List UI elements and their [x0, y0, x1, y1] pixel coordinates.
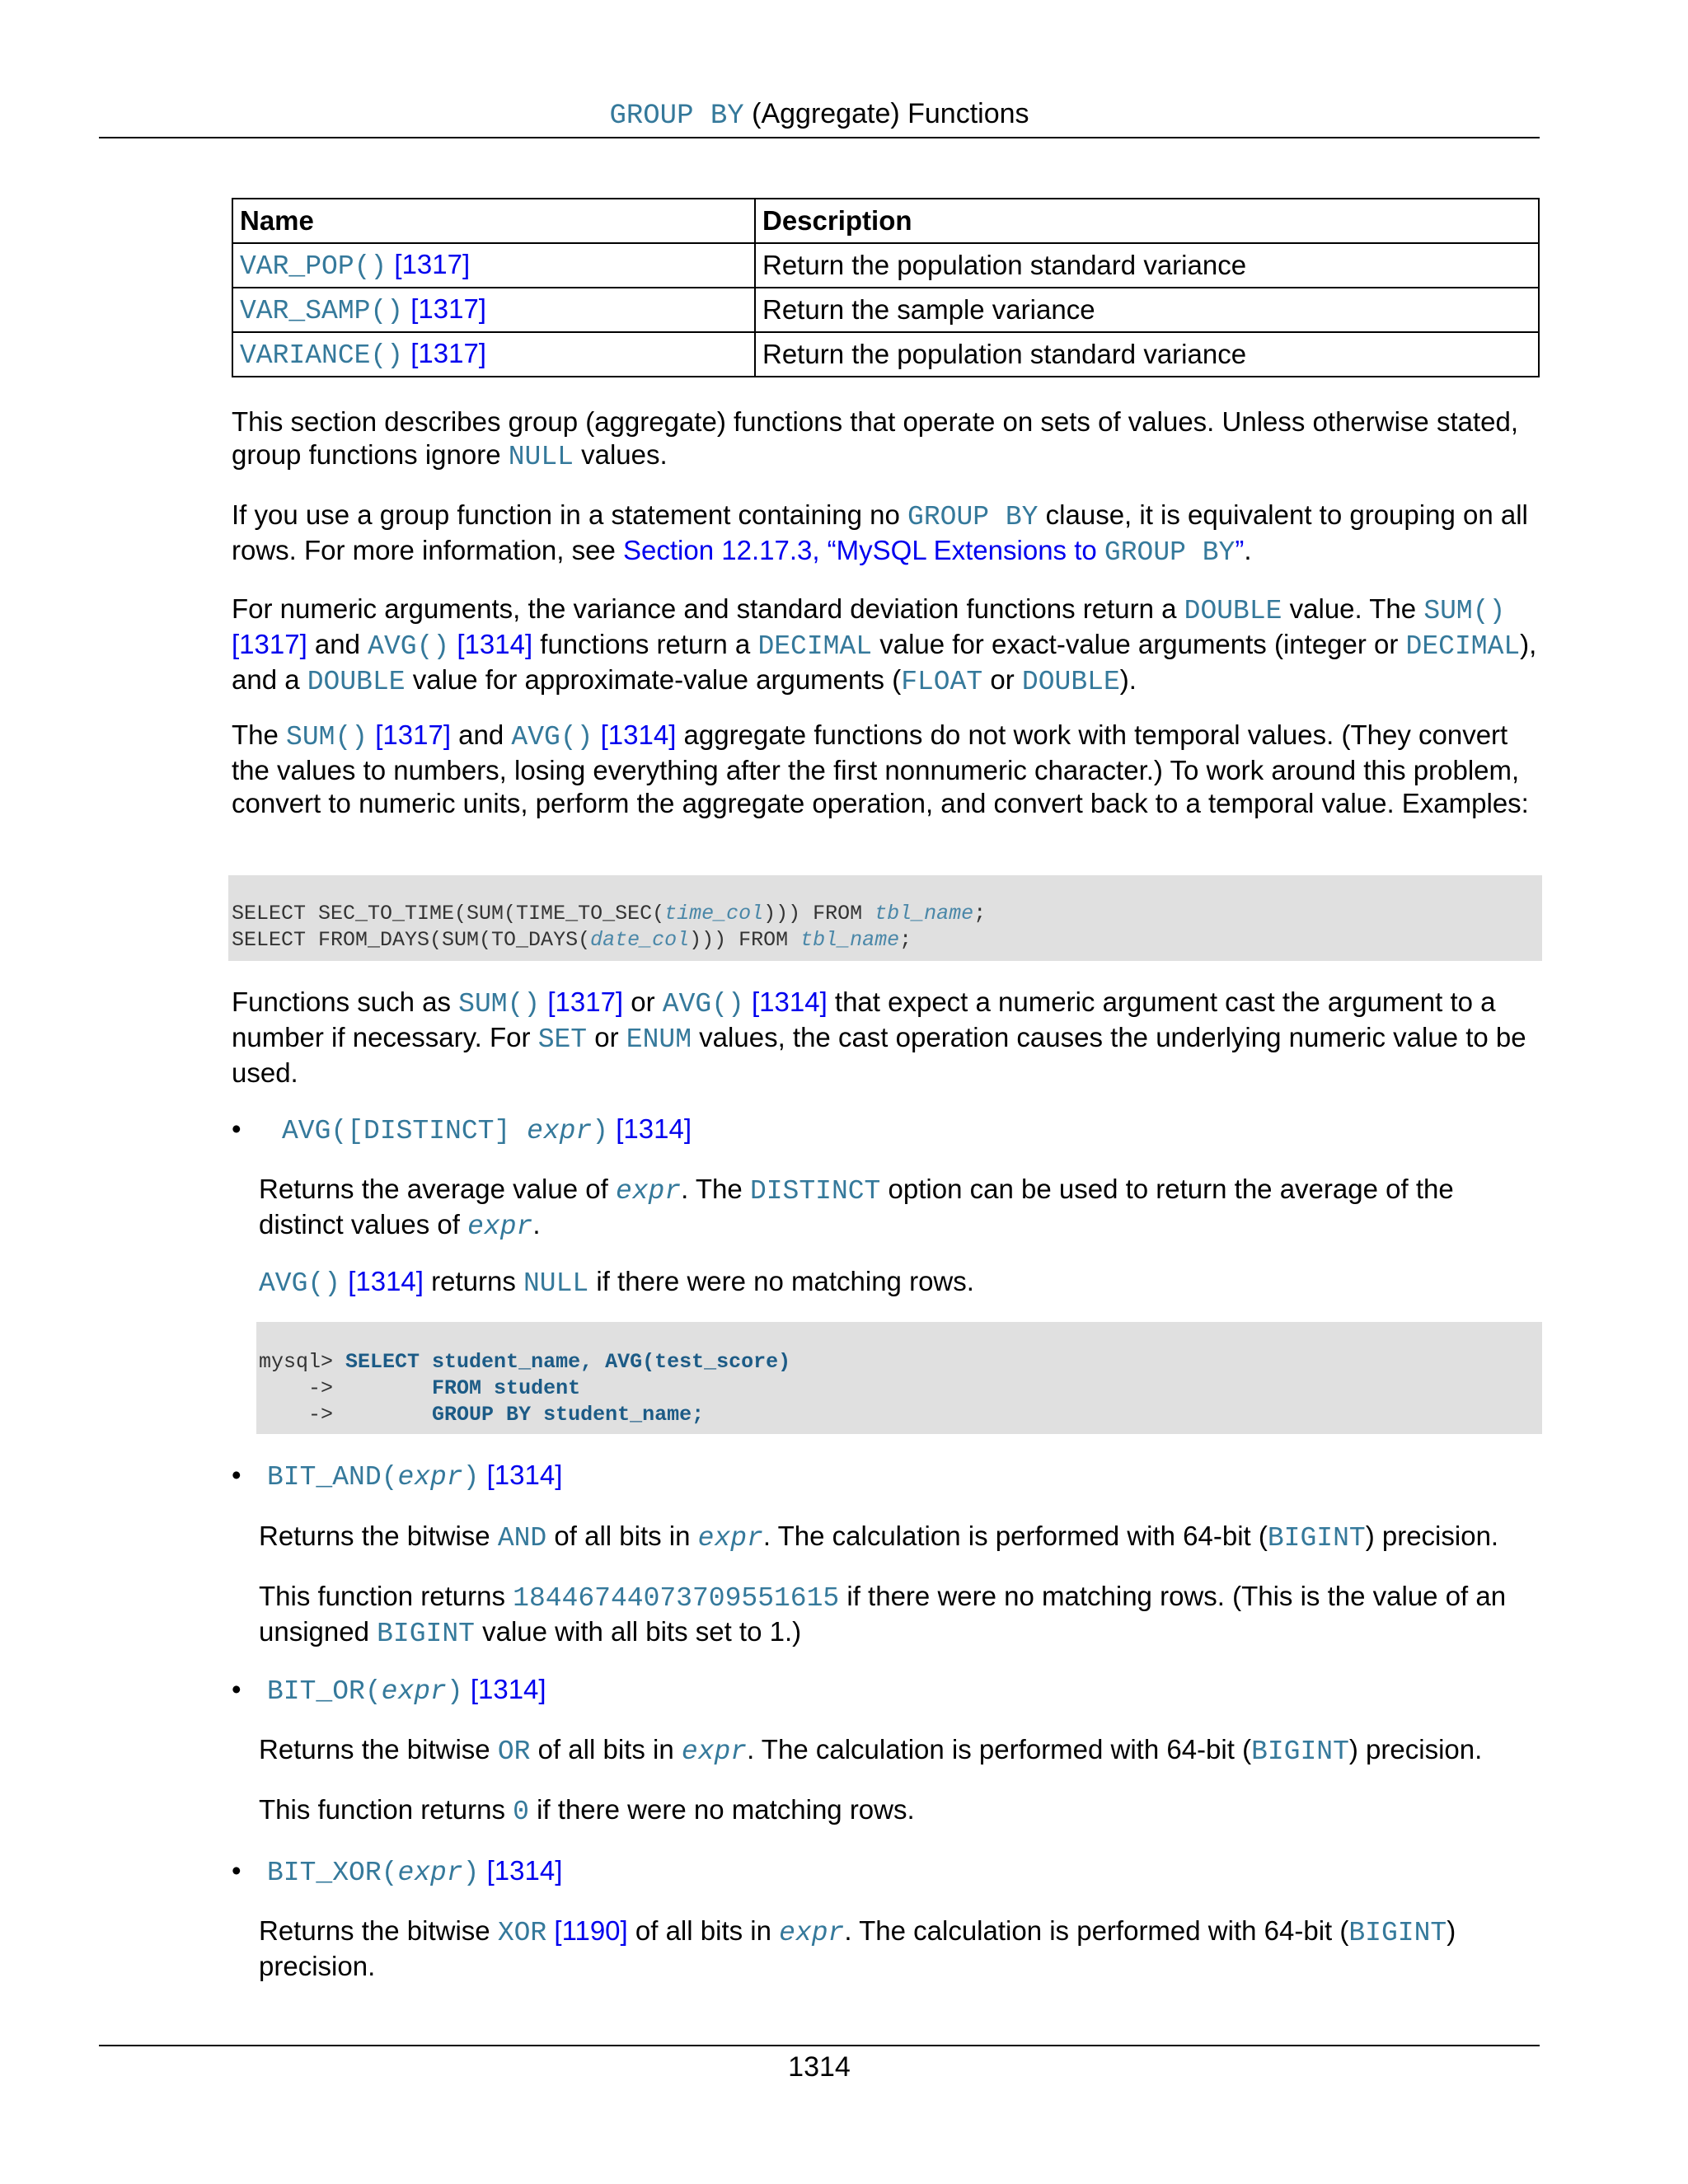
page-ref-link[interactable]: [1317] — [394, 249, 471, 279]
page-ref-link[interactable]: [1314] — [616, 1113, 692, 1144]
header-text: (Aggregate) Functions — [743, 98, 1029, 129]
column-header-name: Name — [232, 199, 755, 243]
function-name-cell — [232, 243, 755, 288]
description-cell: Return the population standard variance — [755, 243, 1539, 288]
page-ref-link[interactable]: [1314] — [348, 1266, 424, 1296]
page-ref-link[interactable]: [1314] — [470, 1674, 546, 1704]
description-cell: Return the sample variance — [755, 288, 1539, 332]
bit-xor-signature — [267, 1854, 562, 1890]
function-link[interactable]: SUM() — [1423, 596, 1506, 626]
paragraph-numeric-arguments: For numeric arguments, the variance and standard deviation functions return a DOUBLE value. The SUM() [1317] and AVG() [1314] functions return a DECIMAL value for exact-value arguments (integer or DECIMAL), and a DOUBLE value for approximate-value arguments (FLOAT or DOUBLE). — [232, 593, 1537, 697]
code-example-avg: mysql> SELECT student_name, AVG(test_score) -> FROM student -> GROUP BY student_name; — [256, 1322, 1542, 1434]
bit-or-return-note: This function returns 0 if there were no matching rows. — [259, 1794, 915, 1827]
bit-xor-function-link[interactable]: BIT_XOR(expr) — [267, 1858, 480, 1888]
function-table — [232, 198, 1540, 377]
bullet-dot: • — [232, 1460, 241, 1490]
bit-or-function-link[interactable]: BIT_OR(expr) — [267, 1676, 463, 1707]
page-ref-link[interactable]: [1314] — [457, 629, 533, 659]
paragraph-intro: This section describes group (aggregate) functions that operate on sets of values. Unless otherwise stated, group functions ignore NULL values. — [232, 406, 1519, 472]
page-ref-link[interactable]: [1317] — [410, 293, 486, 324]
table-row — [232, 288, 1539, 332]
avg-function-link[interactable]: AVG([DISTINCT] expr) — [282, 1116, 609, 1146]
header-code: GROUP BY — [609, 101, 744, 132]
column-header-description: Description — [755, 199, 1539, 243]
function-name-cell — [232, 332, 755, 377]
function-link[interactable]: AVG() — [368, 631, 450, 662]
avg-null-note: AVG() [1314] returns NULL if there were no matching rows. — [259, 1266, 974, 1299]
function-link[interactable]: AVG() — [259, 1268, 341, 1299]
function-link[interactable]: AVG() — [662, 989, 744, 1019]
bit-xor-description: Returns the bitwise XOR [1190] of all bits in expr. The calculation is performed with 64-bit (BIGINT) precision. — [259, 1915, 1456, 1981]
page-ref-link[interactable]: [1190] — [554, 1915, 628, 1946]
page-ref-link[interactable]: [1317] — [375, 719, 451, 750]
paragraph-cast: Functions such as SUM() [1317] or AVG() [1314] that expect a numeric argument cast the argument to a number if necessary. For SET or ENUM values, the cast operation causes the underlying numeric value to be used. — [232, 987, 1526, 1088]
page-ref-link[interactable]: [1317] — [232, 629, 307, 659]
table-row — [232, 243, 1539, 288]
function-link[interactable]: XOR — [497, 1918, 547, 1948]
table-header-row — [232, 199, 1539, 243]
running-header — [99, 97, 1540, 133]
page-number: 1314 — [788, 2051, 851, 2083]
bit-and-signature — [267, 1459, 562, 1494]
function-name-cell — [232, 288, 755, 332]
bullet-dot: • — [232, 1855, 241, 1886]
page-ref-link[interactable]: [1314] — [751, 987, 828, 1017]
function-link[interactable]: SUM() — [286, 722, 368, 752]
section-link[interactable]: Section 12.17.3, “MySQL Extensions to GROUP BY” — [623, 535, 1245, 568]
page-ref-link[interactable]: [1317] — [547, 987, 624, 1017]
page-ref-link[interactable]: [1314] — [486, 1460, 563, 1490]
bit-and-function-link[interactable]: BIT_AND(expr) — [267, 1462, 480, 1493]
paragraph-group-by: If you use a group function in a statement containing no GROUP BY clause, it is equivalent to grouping on all rows. For more information, see Section 12.17.3, “MySQL Extensions to GROUP BY”. — [232, 499, 1528, 568]
page-ref-link[interactable]: [1314] — [600, 719, 677, 750]
function-link[interactable]: VARIANCE() — [240, 340, 404, 371]
footer-rule — [99, 2045, 1540, 2046]
avg-description: Returns the average value of expr. The DISTINCT option can be used to return the average of the distinct values of expr. — [259, 1174, 1454, 1242]
paragraph-temporal-values: The SUM() [1317] and AVG() [1314] aggregate functions do not work with temporal values. (They convert the values to numbers, losing everything after the first nonnumeric character.) To work around this problem, convert to numeric units, perform the aggregate operation, and convert back to a temporal value. Examples: — [232, 719, 1529, 818]
bullet-dot: • — [232, 1674, 241, 1704]
function-link[interactable]: VAR_SAMP() — [240, 296, 404, 326]
table-row — [232, 332, 1539, 377]
avg-signature — [282, 1113, 692, 1148]
function-link[interactable]: VAR_POP() — [240, 251, 387, 282]
function-link[interactable]: AVG() — [511, 722, 593, 752]
function-link[interactable]: SUM() — [458, 989, 541, 1019]
bit-and-return-note: This function returns 18446744073709551615 if there were no matching rows. (This is the value of an unsigned BIGINT value with all bits set to 1.) — [259, 1581, 1507, 1649]
bit-or-signature — [267, 1673, 546, 1708]
code-example-temporal: SELECT SEC_TO_TIME(SUM(TIME_TO_SEC(time_col))) FROM tbl_name; SELECT FROM_DAYS(SUM(TO_DAYS(date_col))) FROM tbl_name; — [228, 875, 1542, 961]
bit-or-description: Returns the bitwise OR of all bits in expr. The calculation is performed with 64-bit (BIGINT) precision. — [259, 1734, 1483, 1767]
bullet-dot: • — [232, 1113, 241, 1144]
bit-and-description: Returns the bitwise AND of all bits in expr. The calculation is performed with 64-bit (BIGINT) precision. — [259, 1521, 1499, 1554]
page-ref-link[interactable]: [1314] — [486, 1855, 563, 1886]
page-ref-link[interactable]: [1317] — [410, 338, 486, 368]
description-cell: Return the population standard variance — [755, 332, 1539, 377]
header-rule — [99, 137, 1540, 138]
